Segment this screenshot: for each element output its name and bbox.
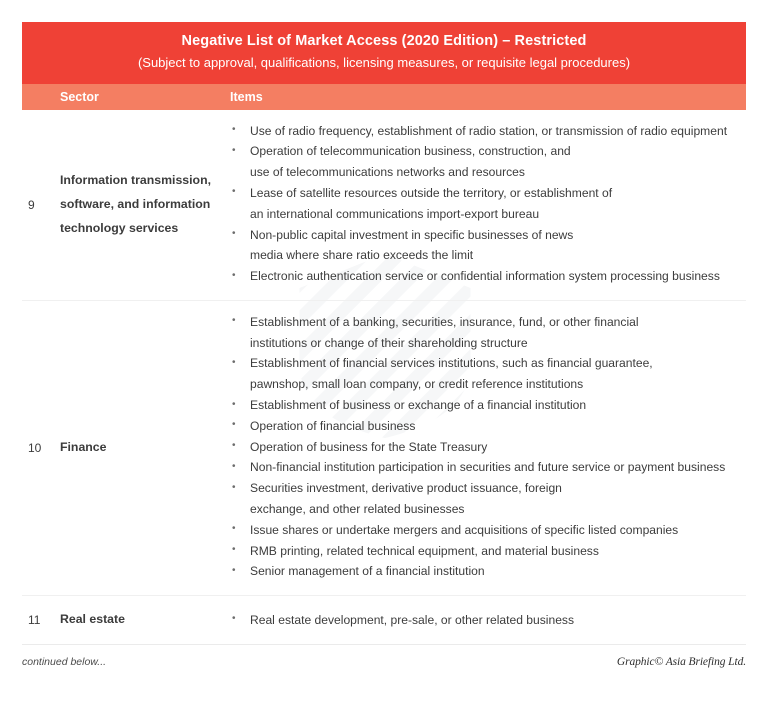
negative-list-table xyxy=(22,22,746,668)
list-item xyxy=(230,121,742,142)
page-title: Negative List of Market Access (2020 Edition) – Restricted xyxy=(181,33,587,49)
column-header-sector: Sector xyxy=(60,89,99,104)
list-item-text: Use of radio frequency, establishment of radio station, or transmission of radio equipment xyxy=(250,123,728,138)
list-item xyxy=(230,610,742,631)
row-number: 10 xyxy=(28,441,42,456)
list-item-text: RMB printing, related technical equipment, and material business xyxy=(250,543,599,558)
list-item-text: Lease of satellite resources outside the territory, or establishment of xyxy=(250,185,613,200)
row-number: 11 xyxy=(28,613,41,628)
list-item xyxy=(230,225,742,267)
list-item-text: Operation of telecommunication business, construction, and xyxy=(250,144,571,159)
list-item-text: Securities investment, derivative product issuance, foreign xyxy=(250,481,562,496)
table-title-band xyxy=(22,22,746,84)
list-item xyxy=(230,183,742,225)
table-column-header xyxy=(22,84,746,110)
table-row xyxy=(22,301,746,596)
list-item xyxy=(230,395,742,416)
items-list xyxy=(230,610,742,631)
graphic-credit: Graphic© Asia Briefing Ltd. xyxy=(616,656,746,669)
list-item xyxy=(230,266,742,287)
list-item-text: Non-public capital investment in specific businesses of news xyxy=(250,227,574,242)
row-sector-label: Finance xyxy=(60,440,107,455)
items-list xyxy=(230,312,742,582)
page-subtitle: (Subject to approval, qualifications, licensing measures, or requisite legal procedures) xyxy=(137,55,631,71)
list-item xyxy=(230,541,742,562)
list-item-text: Senior management of a financial institution xyxy=(250,564,485,579)
table-footer xyxy=(22,645,746,668)
list-item-continuation: institutions or change of their shareholding structure xyxy=(250,335,528,350)
row-sector-label: Real estate xyxy=(60,612,125,627)
list-item-text: Operation of business for the State Treasury xyxy=(250,439,488,454)
list-item xyxy=(230,353,742,395)
list-item xyxy=(230,457,742,478)
list-item-text: Establishment of financial services institutions, such as financial guarantee, xyxy=(250,356,653,371)
list-item-continuation: an international communications import-export bureau xyxy=(250,206,540,221)
list-item-text: Establishment of a banking, securities, insurance, fund, or other financial xyxy=(250,314,639,329)
list-item xyxy=(230,416,742,437)
row-items-cell xyxy=(230,597,746,644)
list-item-continuation: pawnshop, small loan company, or credit reference institutions xyxy=(250,377,584,392)
list-item-text: Non-financial institution participation in securities and future service or payment business xyxy=(250,460,726,475)
list-item xyxy=(230,312,742,354)
list-item xyxy=(230,141,742,183)
table-row xyxy=(22,596,746,645)
list-item-continuation: use of telecommunications networks and resources xyxy=(250,165,525,180)
row-items-cell xyxy=(230,110,746,300)
column-header-items: Items xyxy=(230,89,263,104)
items-list xyxy=(230,121,742,287)
row-number: 9 xyxy=(28,197,35,212)
continued-note: continued below... xyxy=(22,656,107,669)
list-item xyxy=(230,478,742,520)
list-item xyxy=(230,561,742,582)
table-row xyxy=(22,110,746,301)
row-sector-label: Information transmission, software, and information technology services xyxy=(60,172,211,235)
list-item xyxy=(230,520,742,541)
list-item-text: Real estate development, pre-sale, or other related business xyxy=(250,612,575,627)
list-item-text: Electronic authentication service or confidential information system processing business xyxy=(250,269,720,284)
list-item-continuation: exchange, and other related businesses xyxy=(250,502,465,517)
row-items-cell xyxy=(230,301,746,595)
list-item-text: Operation of financial business xyxy=(250,418,416,433)
list-item-text: Establishment of business or exchange of a financial institution xyxy=(250,398,587,413)
list-item xyxy=(230,437,742,458)
list-item-continuation: media where share ratio exceeds the limit xyxy=(250,248,474,263)
table-body xyxy=(22,110,746,646)
list-item-text: Issue shares or undertake mergers and acquisitions of specific listed companies xyxy=(250,522,679,537)
